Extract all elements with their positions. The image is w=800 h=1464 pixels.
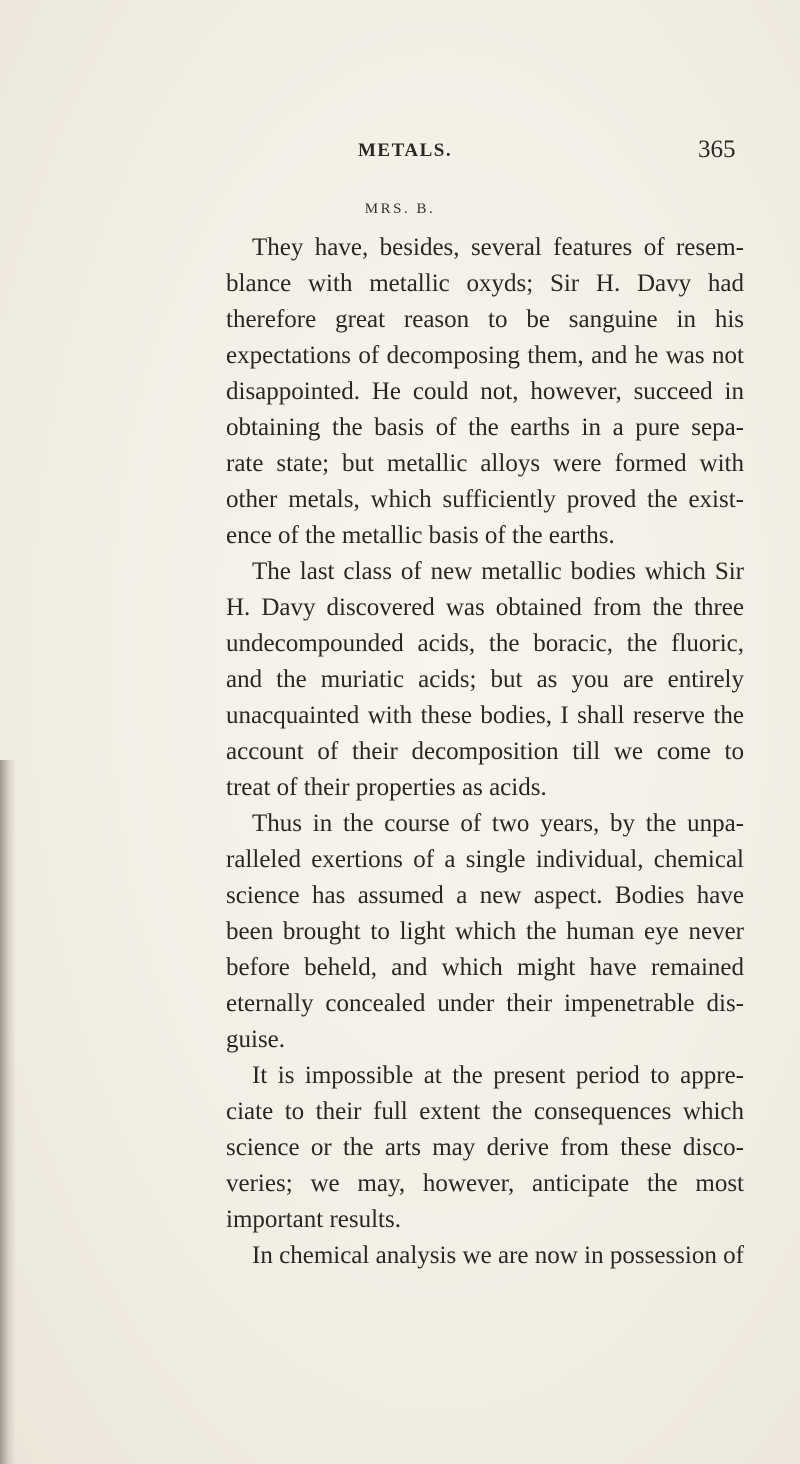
body-text: [226, 230, 744, 1274]
running-head: [0, 136, 800, 170]
text-line: and the muriatic acids; but as you are entirely: [226, 666, 744, 693]
text-line: ciate to their full extent the consequences which: [226, 1098, 744, 1125]
text-line: rate state; but metallic alloys were formed with: [226, 450, 744, 477]
text-line: science has assumed a new aspect. Bodies have: [226, 882, 744, 909]
running-title: METALS.: [358, 140, 453, 161]
text-line: ralleled exertions of a single individual, chemical: [226, 846, 744, 873]
text-line: science or the arts may derive from these disco-: [226, 1134, 744, 1161]
text-line: The last class of new metallic bodies which Sir: [252, 558, 744, 585]
text-line: disappointed. He could not, however, succeed in: [226, 378, 744, 405]
text-line: In chemical analysis we are now in possession of: [252, 1242, 744, 1269]
text-line: guise.: [226, 1026, 286, 1053]
text-line: Thus in the course of two years, by the unpa-: [252, 810, 744, 837]
text-line: therefore great reason to be sanguine in his: [226, 306, 744, 333]
text-line: account of their decomposition till we come to: [226, 738, 744, 765]
text-line: treat of their properties as acids.: [226, 774, 547, 801]
text-line: obtaining the basis of the earths in a pure sepa-: [226, 414, 744, 441]
paragraph: [226, 554, 744, 806]
text-line: important results.: [226, 1206, 401, 1233]
text-line: before beheld, and which might have remained: [226, 954, 744, 981]
paragraph: [226, 1058, 744, 1238]
text-line: veries; we may, however, anticipate the most: [226, 1170, 744, 1197]
text-line: undecompounded acids, the boracic, the fluoric,: [226, 630, 744, 657]
page-number: 365: [698, 136, 736, 163]
binding-shadow: [0, 760, 16, 1464]
paragraph: [226, 230, 744, 554]
text-line: expectations of decomposing them, and he was not: [226, 342, 744, 369]
text-line: H. Davy discovered was obtained from the three: [226, 594, 744, 621]
text-line: They have, besides, several features of resem-: [252, 234, 744, 261]
text-line: eternally concealed under their impenetrable dis-: [226, 990, 744, 1017]
speaker-label: MRS. B.: [364, 201, 436, 217]
text-line: been brought to light which the human eye never: [226, 918, 744, 945]
text-line: ence of the metallic basis of the earths.: [226, 522, 615, 549]
text-line: blance with metallic oxyds; Sir H. Davy had: [226, 270, 744, 297]
text-line: unacquainted with these bodies, I shall reserve the: [226, 702, 744, 729]
paragraph: [226, 806, 744, 1058]
paragraph: [226, 1238, 744, 1274]
text-line: It is impossible at the present period to appre-: [252, 1062, 744, 1089]
text-line: other metals, which sufficiently proved the exist-: [226, 486, 744, 513]
